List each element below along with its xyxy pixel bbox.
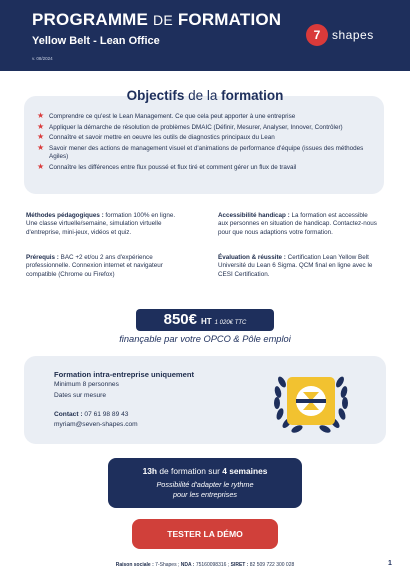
page-number: 1 (388, 560, 392, 567)
star-icon: ★ (37, 121, 45, 131)
legal-footer (0, 562, 410, 568)
duration-mid: de formation sur (157, 466, 223, 476)
yellow-belt-medal-icon (270, 368, 352, 434)
duration-line (108, 466, 302, 476)
intra-company-title: Formation intra-entreprise uniquement (54, 370, 195, 379)
evaluation-label: Évaluation & réussite : (218, 254, 286, 261)
contact-phone[interactable]: 07 61 98 89 43 (84, 411, 129, 418)
footer-rs-label: Raison sociale : (115, 562, 154, 568)
seven-shapes-logo (306, 24, 374, 46)
price-badge (136, 309, 274, 331)
evaluation (218, 254, 378, 279)
logo-badge: 7 (306, 24, 328, 46)
title-part-programme: PROGRAMME (32, 10, 149, 29)
footer-siret-label: SIRET : (230, 562, 249, 568)
duration-panel (108, 458, 302, 508)
custom-dates: Dates sur mesure (54, 392, 107, 399)
logo-text: shapes (332, 28, 374, 42)
prerequisites-text: BAC +2 et/ou 2 ans d'expérience professionnelle. Connexion internet et navigateur compatible (Chrome ou Firefox) (26, 254, 163, 278)
evaluation-text: Certification Lean Yellow Belt Université du Lean 6 Sigma. QCM final en ligne avec le CESI Certification. (218, 254, 373, 278)
teaching-methods-text: formation 100% en ligne. Une classe virtuelle/semaine, simulation virtuelle d'entreprise, mini-jeux, vidéos et quiz. (26, 212, 176, 236)
title-part-formation: FORMATION (177, 10, 282, 29)
footer-siret-value: 82 509 722 300 028 (248, 562, 295, 568)
flexibility-line-2: pour les entreprises (172, 489, 238, 499)
contact-email[interactable]: myriam@seven-shapes.com (54, 421, 138, 428)
financing-note: finançable par votre OPCO & Pôle emploi (119, 334, 291, 344)
contact-label: Contact : (54, 411, 83, 418)
accessibility-text: La formation est accessible aux personnes en situation de handicap. Contactez-nous pour que nous adaptions votre formation. (218, 212, 377, 236)
program-title (32, 10, 281, 30)
objective-text: Savoir mener des actions de management visuel et d'animations de performance d'équipe (issues des méthodes Agiles) (49, 144, 364, 161)
objective-item (37, 142, 379, 162)
objective-item (37, 161, 379, 173)
objective-item (37, 121, 379, 133)
star-icon: ★ (37, 132, 45, 142)
objective-item (37, 132, 379, 143)
header-banner (0, 0, 410, 71)
accessibility-label: Accessibilité handicap : (218, 212, 290, 219)
footer-nda-label: NDA : (180, 562, 195, 568)
objective-item (37, 111, 379, 122)
version-label: v. 08/2024 (32, 56, 53, 61)
flexibility-line-1: Possibilité d'adapter le rythme (156, 480, 254, 489)
price-amount: 850€ (163, 311, 197, 328)
footer-rs-value: 7-Shapes ; (153, 562, 181, 568)
duration-hours: 13h (142, 466, 158, 476)
prerequisites-label: Prérequis : (26, 254, 59, 261)
price-ttc: 1 020€ TTC (214, 320, 247, 326)
objectives-list (37, 111, 379, 175)
try-demo-button[interactable]: TESTER LA DÉMO (132, 519, 278, 549)
minimum-participants: Minimum 8 personnes (54, 381, 119, 388)
star-icon: ★ (37, 111, 45, 120)
program-subtitle: Yellow Belt - Lean Office (32, 35, 160, 47)
objectives-title (0, 88, 410, 103)
duration-flexibility (108, 480, 302, 499)
accessibility (218, 212, 378, 237)
price-ht: HT (201, 317, 212, 326)
objective-text: Connaître et savoir mettre en oeuvre les outils de diagnostics principaux du Lean (49, 134, 275, 142)
objective-text: Comprendre ce qu'est le Lean Management. Ce que cela peut apporter à une entreprise (49, 113, 296, 120)
star-icon: ★ (37, 161, 45, 171)
objectives-title-light: de la (188, 88, 218, 103)
objective-text: Connaître les différences entre flux poussé et flux tiré et comment gérer un flux de travail (49, 163, 297, 171)
objective-text: Appliquer la démarche de résolution de problèmes DMAIC (Définir, Mesurer, Analyser, Innover, Contrôler) (49, 123, 343, 131)
objectives-title-bold: Objectifs (126, 88, 185, 103)
footer-nda-value: 75160098316 ; (194, 562, 231, 568)
title-part-de: DE (153, 12, 173, 28)
prerequisites (26, 254, 184, 279)
teaching-methods-label: Méthodes pédagogiques : (26, 212, 104, 219)
star-icon: ★ (37, 142, 45, 152)
duration-weeks: 4 semaines (222, 466, 268, 476)
contact-phone-line (54, 411, 128, 418)
teaching-methods (26, 212, 184, 237)
objectives-title-bold-2: formation (221, 88, 284, 103)
